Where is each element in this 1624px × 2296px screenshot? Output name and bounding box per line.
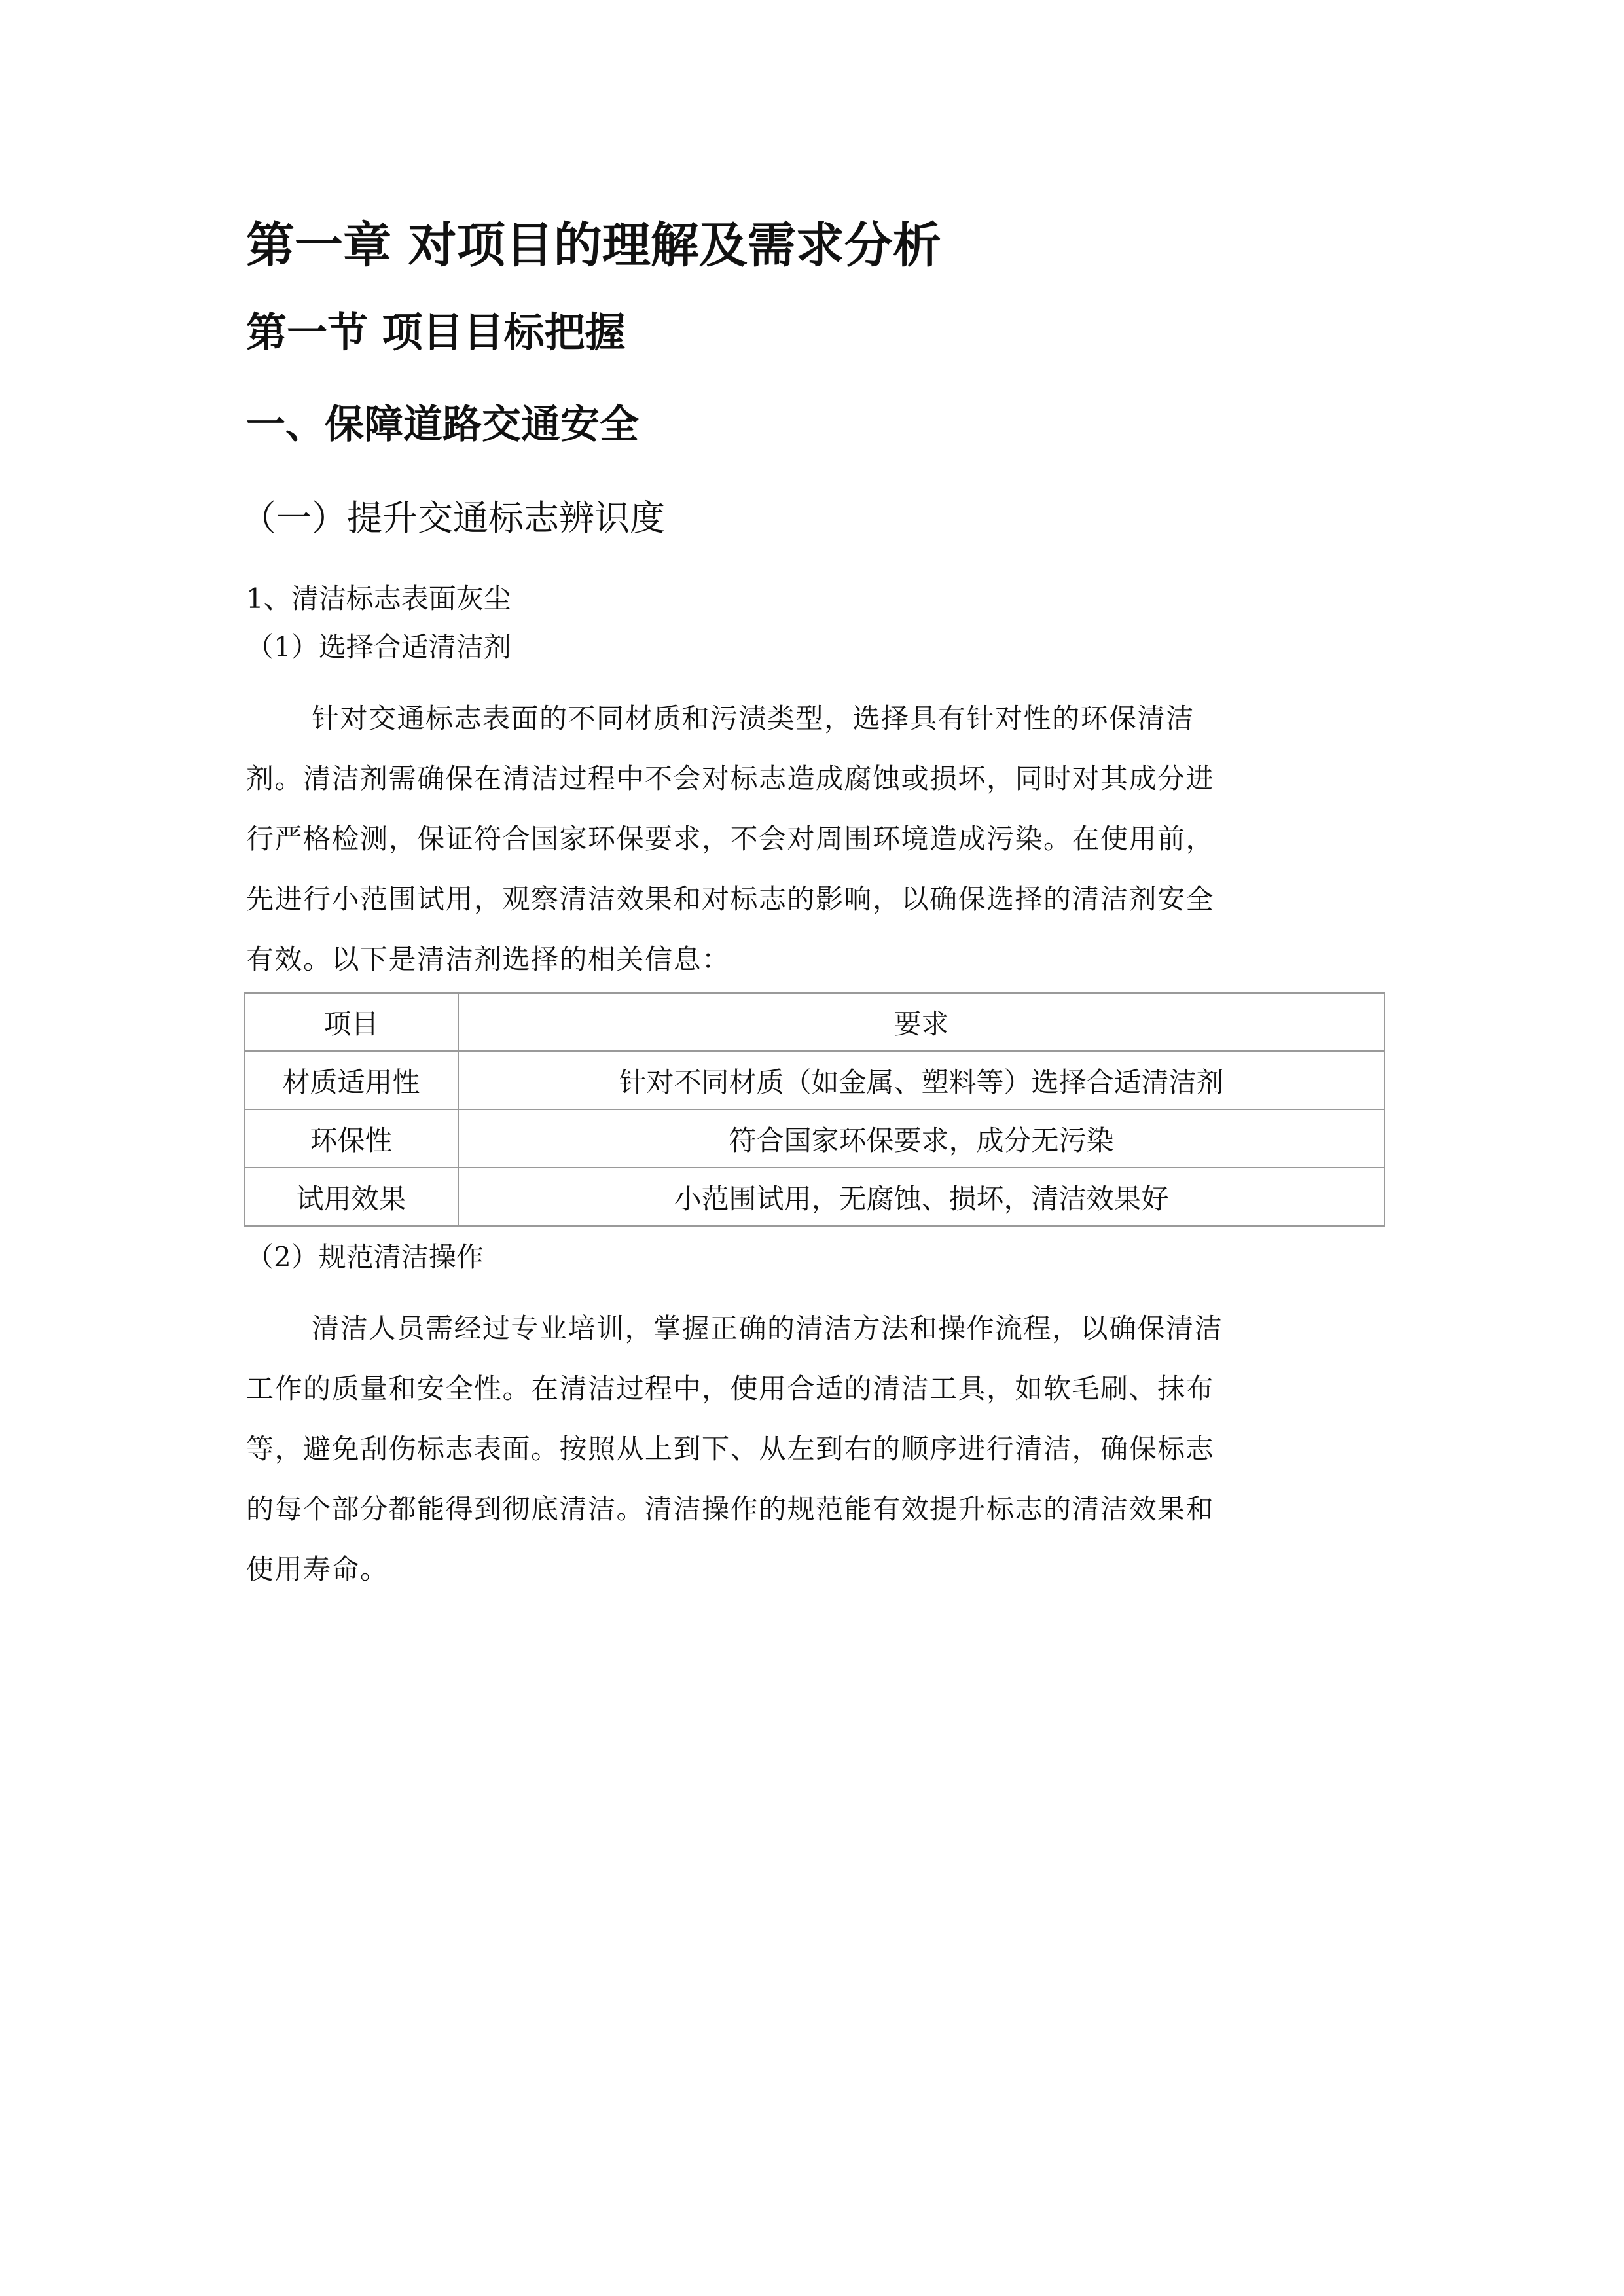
- table-cell: 小范围试用，无腐蚀、损坏，清洁效果好: [458, 1168, 1384, 1226]
- paragraph-line: 行严格检测，保证符合国家环保要求，不会对周围环境造成污染。在使用前，: [246, 823, 1215, 855]
- table-cell: 环保性: [244, 1109, 458, 1168]
- cleaner-requirements-table: [244, 992, 1385, 1227]
- paragraph-line: 剂。清洁剂需确保在清洁过程中不会对标志造成腐蚀或损坏，同时对其成分进: [246, 762, 1215, 795]
- item2-paragraph: [246, 1299, 1385, 1600]
- paragraph-line: 等，避免刮伤标志表面。按照从上到下、从左到右的顺序进行清洁，确保标志: [246, 1433, 1215, 1465]
- paragraph-line: 先进行小范围试用，观察清洁效果和对标志的影响，以确保选择的清洁剂安全: [246, 883, 1215, 915]
- paragraph-line: 针对交通标志表面的不同材质和污渍类型，选择具有针对性的环保清洁: [312, 702, 1195, 734]
- item1-title: （1）选择合适清洁剂: [246, 631, 511, 663]
- subsection-title: 一、保障道路交通安全: [246, 402, 639, 448]
- paragraph-line: 使用寿命。: [246, 1553, 389, 1585]
- table-header-cell: 项目: [244, 993, 458, 1051]
- table-cell: 针对不同材质（如金属、塑料等）选择合适清洁剂: [458, 1051, 1384, 1109]
- paragraph-line: 清洁人员需经过专业培训，掌握正确的清洁方法和操作流程，以确保清洁: [312, 1312, 1223, 1344]
- paragraph-line: 的每个部分都能得到彻底清洁。清洁操作的规范能有效提升标志的清洁效果和: [246, 1493, 1215, 1525]
- table-header-row: [244, 993, 1384, 1051]
- paragraph-line: 有效。以下是清洁剂选择的相关信息：: [246, 943, 731, 975]
- table-cell: 试用效果: [244, 1168, 458, 1226]
- page-content: [241, 209, 1385, 1600]
- item1-paragraph: [246, 689, 1385, 990]
- table-cell: 材质适用性: [244, 1051, 458, 1109]
- table-row: [244, 1168, 1384, 1226]
- item2-title: （2）规范清洁操作: [246, 1241, 484, 1273]
- paren-heading: （一）提升交通标志辨识度: [241, 497, 665, 539]
- table-header-cell: 要求: [458, 993, 1384, 1051]
- paragraph-line: 工作的质量和安全性。在清洁过程中，使用合适的清洁工具，如软毛刷、抹布: [246, 1372, 1215, 1405]
- table-row: [244, 1109, 1384, 1168]
- chapter-title: 第一章 对项目的理解及需求分析: [246, 217, 941, 274]
- section-title: 第一节 项目目标把握: [246, 308, 626, 356]
- table-cell: 符合国家环保要求，成分无污染: [458, 1109, 1384, 1168]
- table-row: [244, 1051, 1384, 1109]
- numbered-heading: 1、清洁标志表面灰尘: [246, 583, 511, 615]
